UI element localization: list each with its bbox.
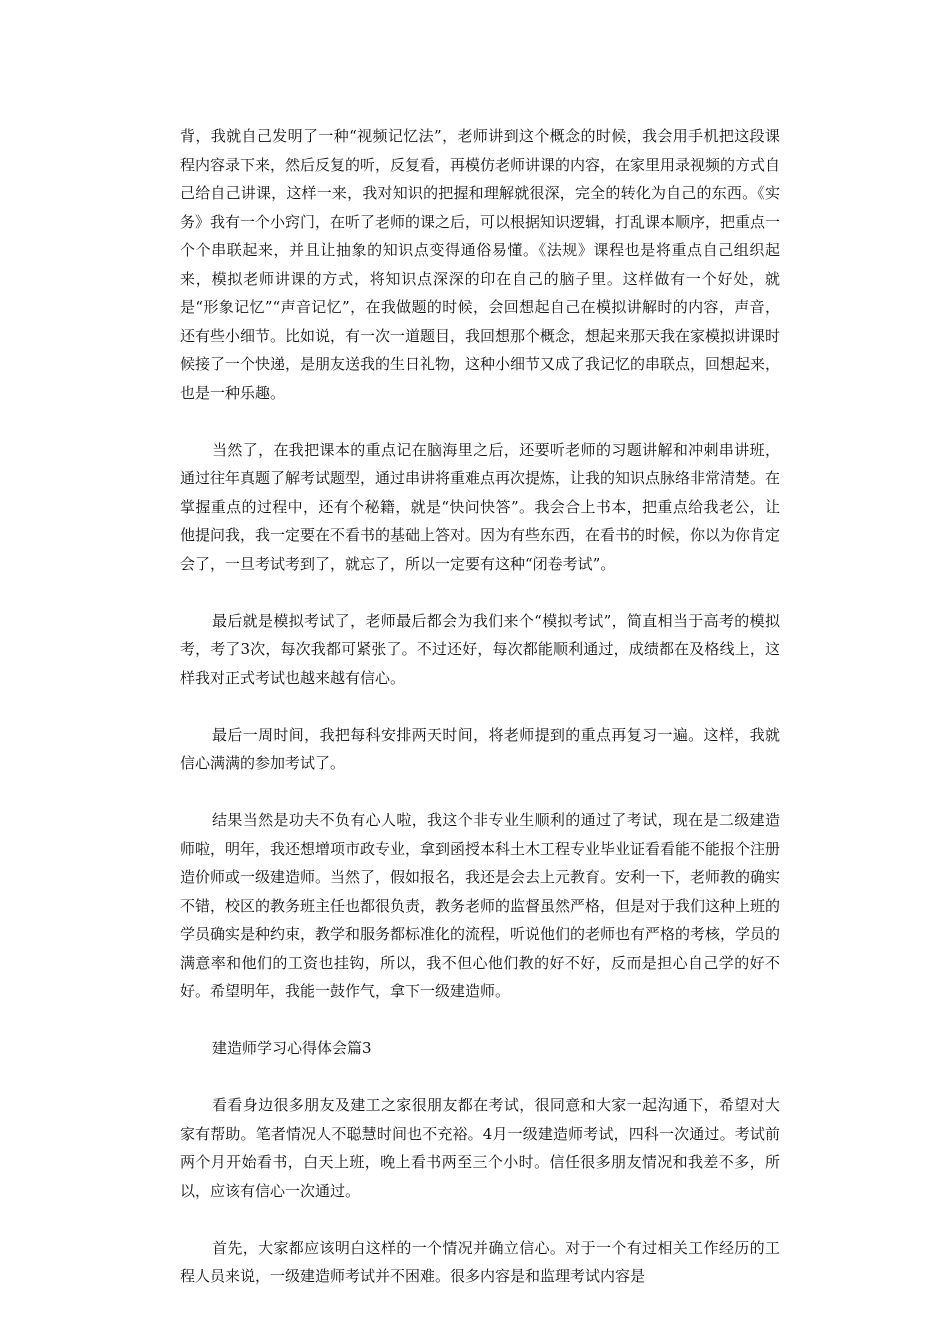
document-body: [180, 122, 780, 1319]
paragraph-7: 首先，大家都应该明白这样的一个情况并确立信心。对于一个有过相关工作经历的工程人员来说，一级建造师考试并不困难。很多内容是和监理考试内容是: [180, 1238, 780, 1285]
paragraph-3: 最后就是模拟考试了，老师最后都会为我们来个“模拟考试”，简直相当于高考的模拟考，考了3次，每次我都可紧张了。不过还好，每次都能顺利通过，成绩都在及格线上，这样我对正式考试也越来越有信心。: [180, 611, 780, 687]
paragraph-6: 看看身边很多朋友及建工之家很朋友都在考试，很同意和大家一起沟通下，希望对大家有帮助。笔者情况人不聪慧时间也不充裕。4月一级建造师考试，四科一次通过。考试前两个月开始看书，白天上班，晚上看书两至三个小时。信任很多朋友情况和我差不多，所以，应该有信心一次通过。: [180, 1096, 780, 1200]
paragraph-1: 背，我就自己发明了一种“视频记忆法”，老师讲到这个概念的时候，我会用手机把这段课程内容录下来，然后反复的听，反复看，再模仿老师讲课的内容，在家里用录视频的方式自己给自己讲课，这样一来，我对知识的把握和理解就很深，完全的转化为自己的东西。《实务》我有一个小窍门，在听了老师的课之后，可以根据知识逻辑，打乱课本顺序，把重点一个个串联起来，并且让抽象的知识点变得通俗易懂。《法规》课程也是将重点自己组织起来，模拟老师讲课的方式，将知识点深深的印在自己的脑子里。这样做有一个好处，就是“形象记忆”“声音记忆”，在我做题的时候，会回想起自己在模拟讲解时的内容，声音，还有些小细节。比如说，有一次一道题目，我回想那个概念，想起来那天我在家模拟讲课时候接了一个快递，是朋友送我的生日礼物，这种小细节又成了我记忆的串联点，回想起来，也是一种乐趣。: [180, 127, 781, 402]
paragraph-4: 最后一周时间，我把每科安排两天时间，将老师提到的重点再复习一遍。这样，我就信心满满的参加考试了。: [180, 725, 780, 772]
paragraph-5: 结果当然是功夫不负有心人啦，我这个非专业生顺利的通过了考试，现在是二级建造师啦，明年，我还想增项市政专业，拿到函授本科土木工程专业毕业证看看能不能报个注册造价师或一级建造师。当然了，假如报名，我还是会去上元教育。安利一下，老师教的确实不错，校区的教务班主任也都很负责，教务老师的监督虽然严格，但是对于我们这种上班的学员确实是种约束，教学和服务都标准化的流程，听说他们的老师也有严格的考核，学员的满意率和他们的工资也挂钩，所以，我不但心他们教的好不好，反而是担心自己学的好不好。希望明年，我能一鼓作气，拿下一级建造师。: [180, 811, 781, 1000]
paragraph-2: 当然了，在我把课本的重点记在脑海里之后，还要听老师的习题讲解和冲刺串讲班，通过往年真题了解考试题型，通过串讲将重难点再次提炼，让我的知识点脉络非常清楚。在掌握重点的过程中，还有个秘籍，就是“快问快答”。我会合上书本，把重点给我老公，让他提问我，我一定要在不看书的基础上答对。因为有些东西，在看书的时候，你以为你肯定会了，一旦考试考到了，就忘了，所以一定要有这种“闭卷考试”。: [180, 440, 781, 573]
section-heading: 建造师学习心得体会篇3: [212, 1039, 372, 1057]
